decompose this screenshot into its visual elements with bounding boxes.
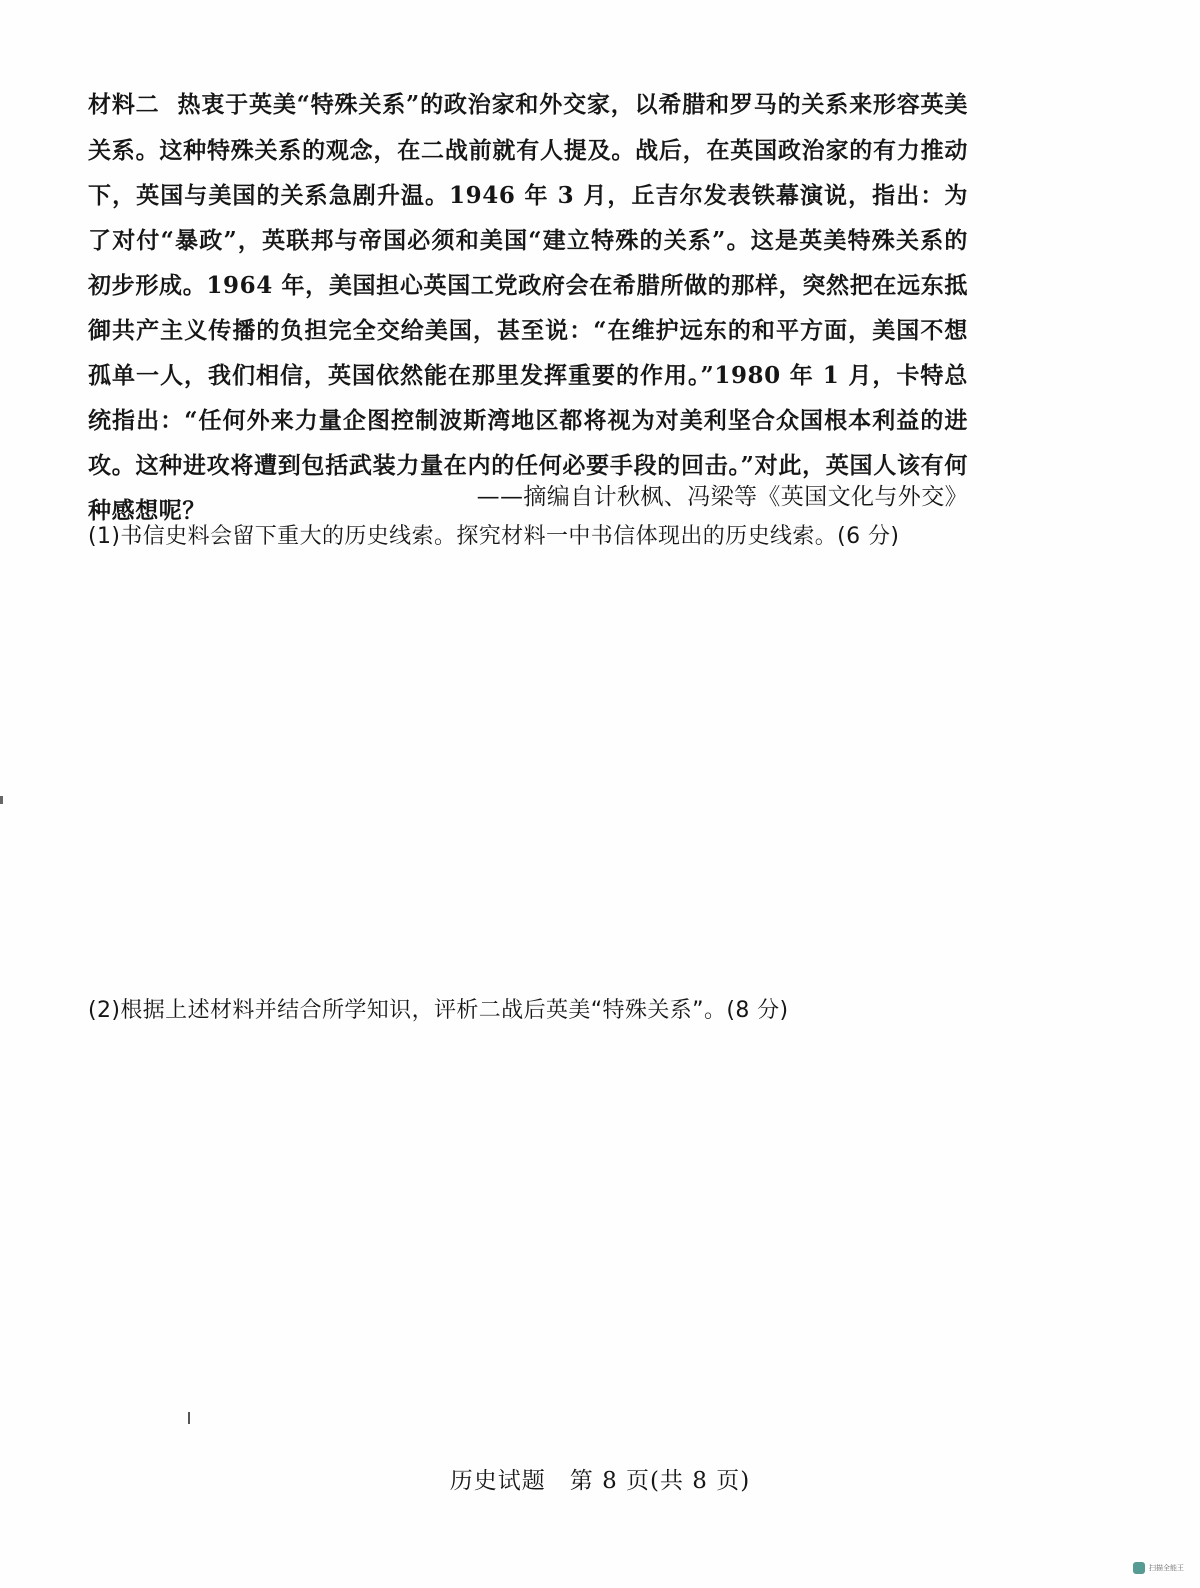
scan-artifact-mark (188, 1412, 190, 1424)
material-two-paragraph (88, 82, 968, 533)
scanner-logo-icon (1133, 1562, 1145, 1574)
scanner-logo-text: 扫描全能王 (1149, 1564, 1184, 1572)
scanner-watermark (1133, 1562, 1184, 1574)
question-1: (1)书信史料会留下重大的历史线索。探究材料一中书信体现出的历史线索。(6 分) (88, 524, 900, 549)
material-two-label: 材料二 (88, 92, 160, 118)
page-footer: 历史试题 第 8 页(共 8 页) (449, 1468, 751, 1494)
question-2: (2)根据上述材料并结合所学知识，评析二战后英美“特殊关系”。(8 分) (88, 998, 789, 1023)
material-source-citation: ——摘编自计秋枫、冯梁等《英国文化与外交》 (476, 484, 968, 510)
material-two-text: 热衷于英美“特殊关系”的政治家和外交家，以希腊和罗马的关系来形容英美关系。这种特殊关系的观念，在二战前就有人提及。战后，在英国政治家的有力推动下，英国与美国的关系急剧升温。1946 年 3 月，丘吉尔发表铁幕演说，指出：为了对付“暴政”，英联邦与帝国必须和美国“建立特殊的关系”。这是英美特殊关系的初步形成。1964 年，美国担心英国工党政府会在希腊所做的那样，突然把在远东抵御共产主义传播的负担完全交给美国，甚至说：“在维护远东的和平方面，美国不想孤单一人，我们相信，英国依然能在那里发挥重要的作用。”1980 年 1 月，卡特总统指出：“任何外来力量企图控制波斯湾地区都将视为对美利坚合众国根本利益的进攻。这种进攻将遭到包括武装力量在内的任何必要手段的回击。”对此，英国人该有何种感想呢？ (88, 91, 968, 524)
scan-edge-mark (0, 796, 3, 804)
